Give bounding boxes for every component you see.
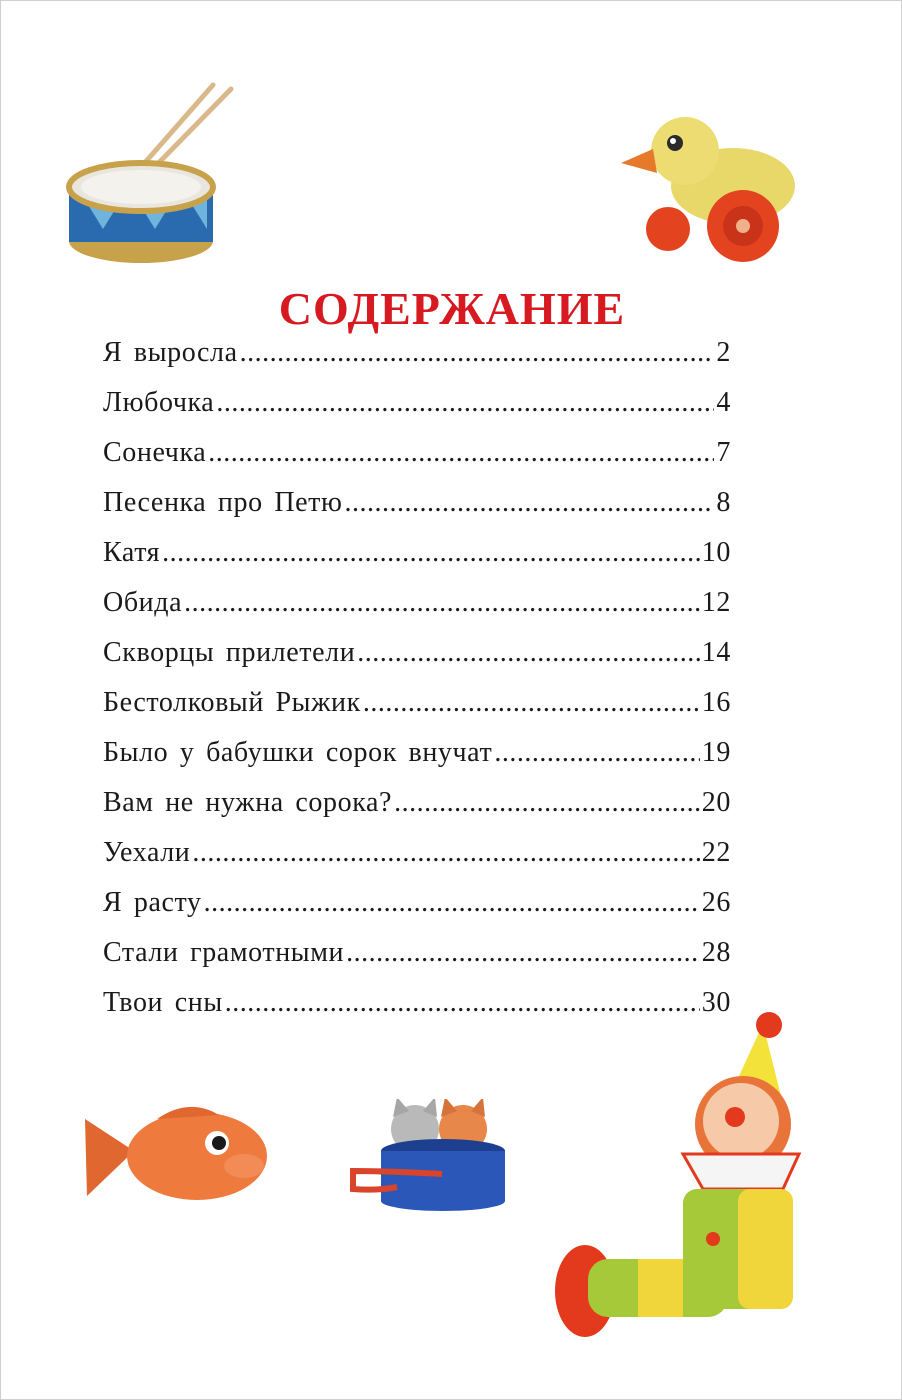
toc-entry-title: Было у бабушки сорок внучат: [103, 737, 493, 768]
toc-entry: [103, 587, 731, 637]
toc-entry-page: 4: [716, 387, 731, 418]
toc-entry: [103, 787, 731, 837]
toc-entry: [103, 437, 731, 487]
toc-leader-dots: [192, 837, 699, 869]
toc-entry-title: Катя: [103, 537, 161, 568]
toc-entry: [103, 837, 731, 887]
toc-entry-page: 20: [701, 787, 731, 818]
toc-entry-title: Твои сны: [103, 987, 223, 1018]
toc-leader-dots: [208, 437, 714, 469]
toc-entry: [103, 337, 731, 387]
page-title: СОДЕРЖАНИЕ: [278, 282, 626, 334]
toc-entry-title: Скворцы прилетели: [103, 637, 356, 668]
toc-entry-title: Бестолковый Рыжик: [103, 687, 361, 718]
toc-entry-title: Любочка: [103, 387, 215, 418]
toc-entry-title: Я расту: [103, 887, 202, 918]
toc-leader-dots: [204, 887, 700, 919]
toy-fish-illustration: [79, 1101, 269, 1206]
toc-entry-page: 16: [701, 687, 731, 718]
toc-entry-title: Стали грамотными: [103, 937, 345, 968]
toc-entry-title: Уехали: [103, 837, 191, 868]
toc-leader-dots: [357, 637, 700, 669]
toc-leader-dots: [345, 487, 715, 519]
toc-entry-page: 14: [701, 637, 731, 668]
toc-entry-page: 7: [716, 437, 731, 468]
toc-entry: [103, 637, 731, 687]
toc-leader-dots: [216, 387, 714, 419]
toc-leader-dots: [346, 937, 700, 969]
toc-leader-dots: [240, 337, 715, 369]
toc-entry-page: 30: [701, 987, 731, 1018]
toc-entry: [103, 537, 731, 587]
toy-drum-illustration: [63, 79, 238, 271]
toc-entry-title: Обида: [103, 587, 183, 618]
toc-entry: [103, 687, 731, 737]
toc-entry-page: 22: [701, 837, 731, 868]
table-of-contents: [103, 337, 731, 1037]
toc-entry-page: 8: [716, 487, 731, 518]
toc-entry: [103, 487, 731, 537]
toc-leader-dots: [494, 737, 699, 769]
toc-leader-dots: [184, 587, 700, 619]
toc-leader-dots: [162, 537, 700, 569]
kittens-basket-illustration: [347, 1099, 512, 1211]
toc-entry: [103, 737, 731, 787]
toc-entry-page: 26: [701, 887, 731, 918]
toc-entry-page: 10: [701, 537, 731, 568]
toc-entry-title: Сонечка: [103, 437, 207, 468]
toc-entry-page: 12: [701, 587, 731, 618]
toc-entry-page: 28: [701, 937, 731, 968]
toc-entry: [103, 887, 731, 937]
toc-entry-title: Я выросла: [103, 337, 238, 368]
toc-entry: [103, 937, 731, 987]
toy-clown-illustration: [553, 1009, 843, 1339]
toc-entry-title: Вам не нужна сорока?: [103, 787, 393, 818]
toy-duck-illustration: [613, 101, 803, 273]
toc-entry-title: Песенка про Петю: [103, 487, 343, 518]
toc-entry: [103, 387, 731, 437]
toc-entry-page: 19: [701, 737, 731, 768]
toc-leader-dots: [394, 787, 700, 819]
toc-entry-page: 2: [716, 337, 731, 368]
toc-leader-dots: [363, 687, 700, 719]
